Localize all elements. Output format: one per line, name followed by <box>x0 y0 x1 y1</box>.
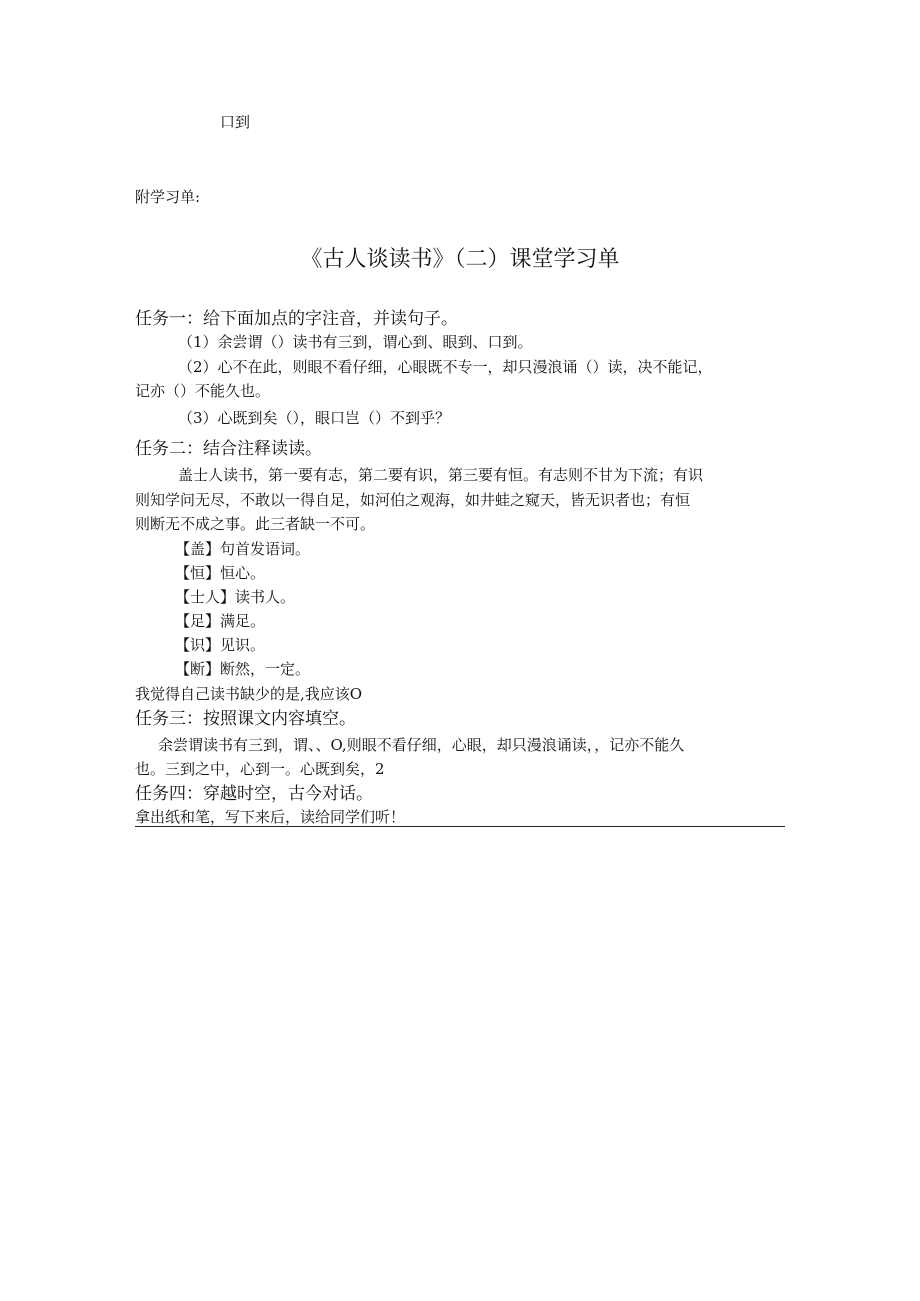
task2-passage-line: 则断无不成之事。此三者缺一不可。 <box>135 515 376 533</box>
task2-note: 【足】满足。 <box>175 612 266 630</box>
task3-line: 也。三到之中，心到一。心既到矣，2 <box>135 760 385 778</box>
task2-heading: 任务二：结合注释读读。 <box>135 439 322 459</box>
task2-passage-line: 则知学问无尽，不敢以一得自足，如河伯之观海，如井蛙之窥天，皆无识者也；有恒 <box>135 491 691 509</box>
task4-heading: 任务四：穿越时空，古今对话。 <box>135 784 373 804</box>
task1-item: 记亦（）不能久也。 <box>135 382 271 400</box>
task2-note: 【恒】恒心。 <box>175 564 266 582</box>
task1-item: （1）余尝谓（）读书有三到，谓心到、眼到、口到。 <box>178 333 533 351</box>
task2-note: 【士人】读书人。 <box>175 588 296 606</box>
task2-passage-line: 盖士人读书，第一要有志，第二要有识，第三要有恒。有志则不甘为下流；有识 <box>178 466 704 484</box>
task2-note: 【盖】句首发语词。 <box>175 540 311 558</box>
page-fragment-text: 口到 <box>220 113 251 131</box>
task3-line: 余尝谓读书有三到，谓、、O,则眼不看仔细，心眼，却只漫浪诵读，，记亦不能久 <box>158 736 685 754</box>
task4-instruction: 拿出纸和笔，写下来后，读给同学们听！ <box>135 808 406 826</box>
task3-heading: 任务三：按照课文内容填空。 <box>135 709 356 729</box>
task2-note: 【断】断然，一定。 <box>175 660 311 678</box>
task1-item: （3）心既到矣（），眼口岂（）不到乎？ <box>178 409 451 427</box>
answer-underline <box>135 826 785 827</box>
task2-reflection: 我觉得自己读书缺少的是,我应该O <box>135 685 363 703</box>
worksheet-title: 《古人谈读书》（二）课堂学习单 <box>300 247 620 272</box>
task1-item: （2）心不在此，则眼不看仔细，心眼既不专一，却只漫浪诵（）读，决不能记， <box>178 358 713 376</box>
task2-note: 【识】见识。 <box>175 636 266 654</box>
appendix-label: 附学习单: <box>135 188 201 206</box>
task1-heading: 任务一：给下面加点的字注音，并读句子。 <box>135 309 458 329</box>
